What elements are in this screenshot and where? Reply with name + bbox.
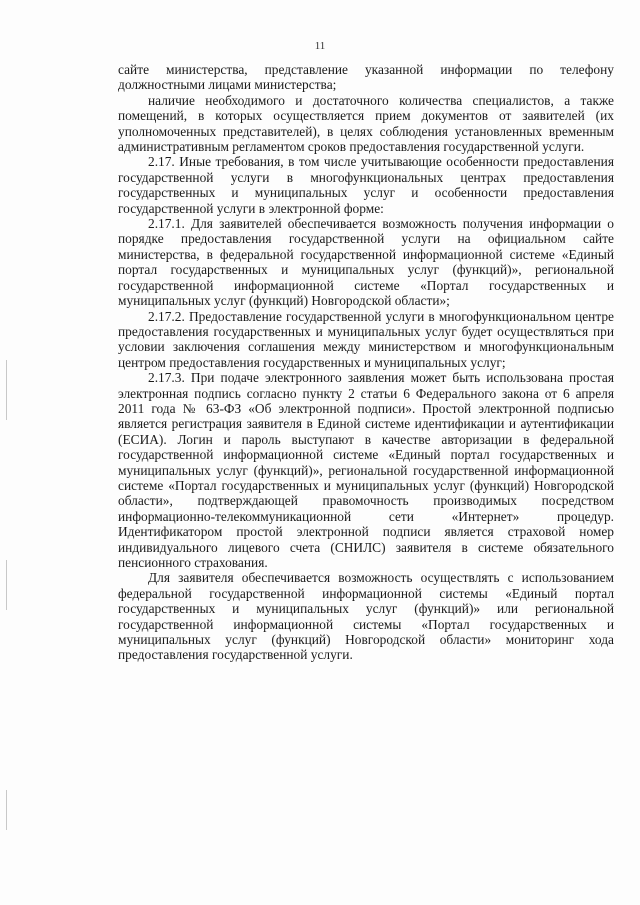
- page-number: 11: [314, 40, 326, 52]
- paragraph-2-17-2: 2.17.2. Предоставление государственной услуги в многофункциональном центре предоставления государственных и муниципальных услуг будет осуществляться при условии заключения соглашения между министерством и многофункциональным центром предоставления государственных и муниципальных услуг;: [118, 308, 614, 370]
- paragraph-2-17-1: 2.17.1. Для заявителей обеспечивается возможность получения информации о порядке предоставления государственной услуги на официальном сайте министерства, в федеральной государственной информационной системе «Единый портал государственных и муниципальных услуг (функций)», региональной государственной информационной системе «Портал государственных и муниципальных услуг (функций) Новгородской области»;: [118, 216, 614, 309]
- paragraph-2-17: 2.17. Иные требования, в том числе учитывающие особенности предоставления государственной услуги в многофункциональных центрах предоставления государственных и муниципальных услуг и особенности предоставления государственной услуги в электронной форме:: [118, 154, 614, 216]
- scan-edge-mark: [6, 360, 7, 420]
- paragraph-2-17-3: 2.17.3. При подаче электронного заявления может быть использована простая электронная подпись согласно пункту 2 статьи 6 Федерального закона от 6 апреля 2011 года № 63-ФЗ «Об электронной подписи». Простой электронной подписью является регистрация заявителя в Единой системе идентификации и аутентификации (ЕСИА). Логин и пароль выступают в качестве авторизации в федеральной государственной информационной системе «Единый портал государственных и муниципальных услуг (функций)», региональной государственной информационной системе «Портал государственных и муниципальных услуг (функций) Новгородской области», подтверждающей правомочность производимых посредством информационно-телекоммуникационной сети «Интернет» процедур. Идентификатором простой электронной подписи является страховой номер индивидуального лицевого счета (СНИЛС) заявителя в системе обязательного пенсионного страхования.: [118, 370, 614, 570]
- paragraph-monitoring: Для заявителя обеспечивается возможность осуществлять с использованием федеральной государственной информационной системы «Единый портал государственных и муниципальных услуг (функций)» или региональной государственной информационной системы «Портал государственных и муниципальных услуг (функций) Новгородской области» мониторинг хода предоставления государственной услуги.: [118, 570, 614, 663]
- document-body: [118, 62, 614, 663]
- paragraph-specialists: наличие необходимого и достаточного количества специалистов, а также помещений, в которых осуществляется прием документов от заявителей (их уполномоченных представителей), в целях соблюдения установленных временным административным регламентом сроков предоставления государственной услуги.: [118, 92, 614, 155]
- scan-edge-mark: [6, 560, 7, 610]
- paragraph-continuation: сайте министерства, представление указанной информации по телефону должностными лицами министерства;: [118, 62, 614, 93]
- scan-edge-mark: [6, 790, 7, 830]
